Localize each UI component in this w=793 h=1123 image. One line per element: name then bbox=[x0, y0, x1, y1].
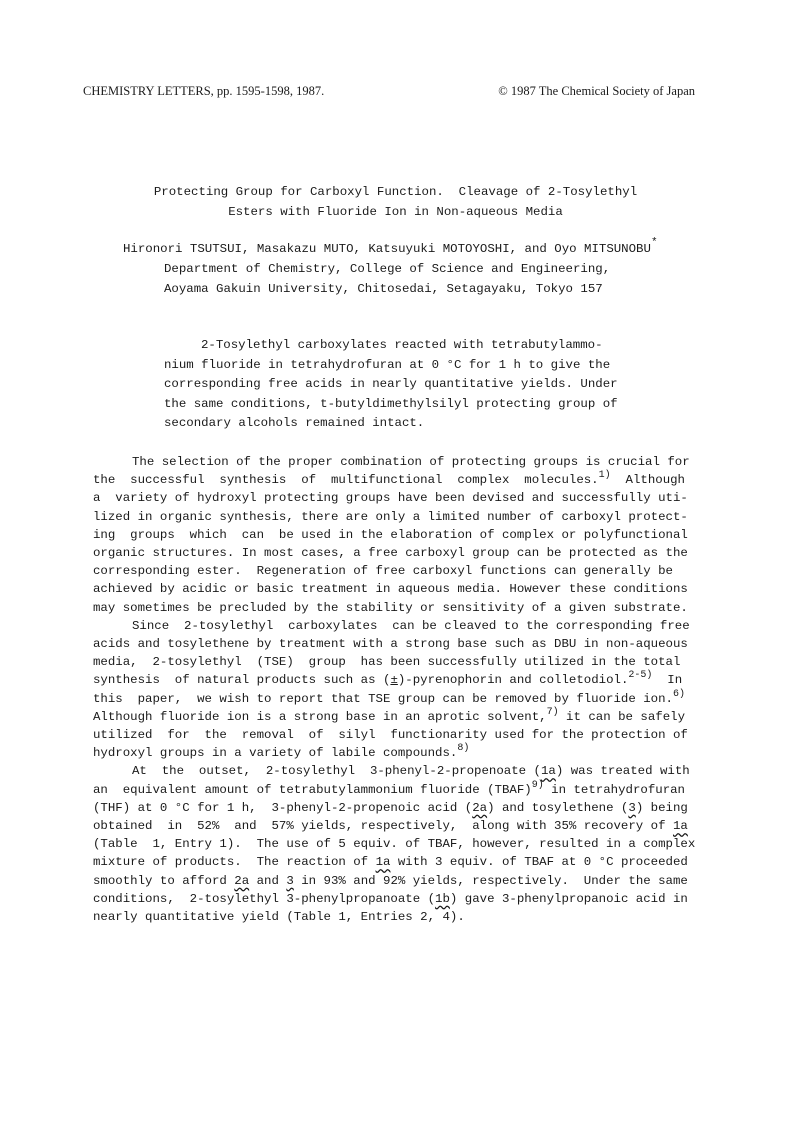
p3-line-8-end: ) gave 3-phenylpropanoic acid in bbox=[449, 891, 688, 906]
p3-line-3-text: (THF) at 0 °C for 1 h, 3-phenyl-2-propenoic acid ( bbox=[93, 800, 473, 815]
compound-label: 2a bbox=[472, 800, 488, 815]
p3-line-1-text: At the outset, 2-tosylethyl 3-phenyl-2-propenoate ( bbox=[132, 764, 541, 779]
p1-line-1: The selection of the proper combination of protecting groups is crucial for bbox=[132, 455, 690, 469]
reference-mark: 7) bbox=[546, 706, 559, 718]
journal-citation: CHEMISTRY LETTERS, pp. 1595-1598, 1987. bbox=[83, 84, 325, 98]
p3-line-7-text-b: and bbox=[249, 873, 287, 888]
title-line-1: Protecting Group for Carboxyl Function. Cleavage of 2-Tosylethyl bbox=[153, 185, 638, 199]
p1-line-8: achieved by acidic or basic treatment in aqueous media. However these conditions bbox=[93, 582, 688, 597]
p3-line-6-end: with 3 equiv. of TBAF at 0 °C proceeded bbox=[390, 855, 688, 870]
p3-line-1-end: ) was treated with bbox=[555, 764, 690, 779]
reference-mark: 6) bbox=[672, 688, 685, 700]
copyright-notice: © 1987 The Chemical Society of Japan bbox=[498, 84, 695, 98]
p2-line-1: Since 2-tosylethyl carboxylates can be cleaved to the corresponding free bbox=[132, 618, 690, 633]
compound-label: 3 bbox=[286, 873, 294, 888]
p3-line-7 bbox=[93, 872, 709, 890]
p2-line-6 bbox=[93, 708, 709, 726]
abstract-line-1: 2-Tosylethyl carboxylates reacted with tetrabutylammo- bbox=[201, 338, 603, 352]
running-header bbox=[83, 84, 695, 102]
affiliation-line-1: Department of Chemistry, College of Science and Engineering, bbox=[164, 262, 611, 276]
p3-line-9: nearly quantitative yield (Table 1, Entries 2, 4). bbox=[93, 910, 465, 925]
p3-line-7-text: smoothly to afford bbox=[93, 873, 235, 888]
compound-label: 1a bbox=[540, 764, 556, 779]
p1-line-3: a variety of hydroxyl protecting groups have been devised and successfully uti- bbox=[93, 491, 688, 506]
reference-mark: 1) bbox=[598, 470, 611, 482]
abstract-line-4: the same conditions, t-butyldimethylsilyl protecting group of bbox=[164, 396, 618, 411]
p2-line-7: utilized for the removal of silyl functionarity used for the protection of bbox=[93, 728, 688, 743]
p3-line-6 bbox=[93, 853, 709, 871]
abstract-line-5: secondary alcohols remained intact. bbox=[164, 416, 425, 430]
abstract-line-3: corresponding free acids in nearly quantitative yields. Under bbox=[164, 377, 618, 391]
p3-line-4 bbox=[93, 817, 709, 835]
p2-line-3: media, 2-tosylethyl (TSE) group has been successfully utilized in the total bbox=[93, 655, 681, 670]
compound-label: 2a bbox=[234, 873, 250, 888]
p2-line-5 bbox=[93, 690, 709, 708]
p3-line-8-text: conditions, 2-tosylethyl 3-phenylpropanoate ( bbox=[93, 891, 436, 906]
p2-line-8-text: hydroxyl groups in a variety of labile compounds. bbox=[93, 746, 458, 761]
corresponding-author-mark: * bbox=[650, 237, 658, 249]
p1-line-4: lized in organic synthesis, there are only a limited number of carboxyl protect- bbox=[93, 509, 688, 524]
p2-line-5-text: this paper, we wish to report that TSE group can be removed by fluoride ion. bbox=[93, 691, 673, 706]
p2-line-4-text: synthesis of natural products such as ( bbox=[93, 673, 391, 688]
p1-line-2-text: the successful synthesis of multifunctional complex molecules. bbox=[93, 473, 599, 488]
affiliation-line-2: Aoyama Gakuin University, Chitosedai, Setagayaku, Tokyo 157 bbox=[164, 281, 603, 296]
reference-mark: 9) bbox=[531, 779, 544, 791]
p3-line-2-text: an equivalent amount of tetrabutylammonium fluoride (TBAF) bbox=[93, 782, 532, 797]
title-line-2: Esters with Fluoride Ion in Non-aqueous Media bbox=[228, 204, 563, 219]
p1-line-7: corresponding ester. Regeneration of free carboxyl functions can generally be bbox=[93, 564, 673, 579]
p2-line-4-end: In bbox=[652, 673, 683, 688]
compound-label: 1a bbox=[672, 819, 688, 834]
p3-line-3-text-b: ) and tosylethene ( bbox=[487, 800, 629, 815]
p2-line-2: acids and tosylethene by treatment with a strong base such as DBU in non-aqueous bbox=[93, 637, 688, 652]
compound-label: 1a bbox=[375, 855, 391, 870]
p2-line-8 bbox=[93, 744, 709, 762]
reference-mark: 2-5) bbox=[628, 670, 653, 682]
p3-line-2-end: in tetrahydrofuran bbox=[543, 782, 685, 797]
p1-line-5: ing groups which can be used in the elaboration of complex or polyfunctional bbox=[93, 527, 688, 542]
p1-line-2-end: Although bbox=[610, 473, 685, 488]
article-title bbox=[83, 183, 708, 222]
compound-label: 1b bbox=[435, 891, 450, 906]
p3-line-6-text: mixture of products. The reaction of bbox=[93, 855, 376, 870]
p2-line-4 bbox=[93, 671, 709, 689]
p2-line-4-text-b: )-pyrenophorin and colletodiol. bbox=[397, 673, 629, 688]
p3-line-4-text: obtained in 52% and 57% yields, respectively, along with 35% recovery of bbox=[93, 819, 673, 834]
p3-line-1 bbox=[93, 762, 709, 780]
author-names: Hironori TSUTSUI, Masakazu MUTO, Katsuyuki MOTOYOSHI, and Oyo MITSUNOBU bbox=[123, 242, 651, 256]
p2-line-6-end: it can be safely bbox=[558, 709, 685, 724]
p1-line-6: organic structures. In most cases, a free carboxyl group can be protected as the bbox=[93, 546, 688, 561]
body-text bbox=[93, 453, 709, 926]
p1-line-9: may sometimes be precluded by the stability or sensitivity of a given substrate. bbox=[93, 600, 688, 615]
compound-label: 3 bbox=[628, 800, 636, 815]
p2-line-6-text: Although fluoride ion is a strong base in an aprotic solvent, bbox=[93, 709, 547, 724]
p3-line-2 bbox=[93, 781, 709, 799]
p3-line-5: (Table 1, Entry 1). The use of 5 equiv. of TBAF, however, resulted in a complex bbox=[93, 837, 696, 852]
p3-line-3 bbox=[93, 799, 709, 817]
reference-mark: 8) bbox=[457, 743, 470, 755]
p3-line-8 bbox=[93, 890, 709, 908]
p1-line-2 bbox=[93, 471, 709, 489]
affiliation bbox=[164, 260, 724, 299]
p3-line-3-end: ) being bbox=[635, 800, 688, 815]
abstract bbox=[164, 336, 634, 434]
p3-line-7-end: in 93% and 92% yields, respectively. Under the same bbox=[293, 873, 688, 888]
author-list bbox=[123, 237, 723, 261]
plus-minus-sign: ± bbox=[390, 673, 398, 688]
abstract-line-2: nium fluoride in tetrahydrofuran at 0 °C for 1 h to give the bbox=[164, 357, 611, 372]
